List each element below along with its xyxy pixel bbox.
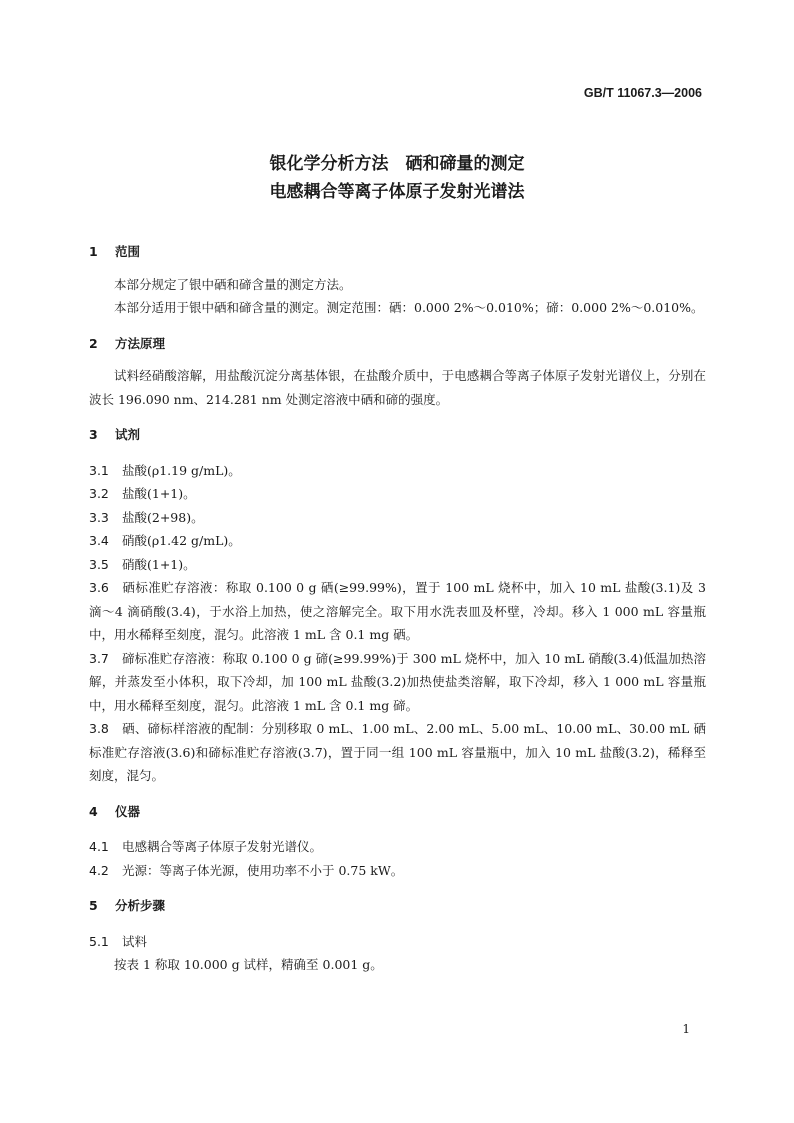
- item-text: 碲标准贮存溶液：称取 0.100 0 g 碲(≥99.99%)于 300 mL 烧杯中，加入 10 mL 硝酸(3.4)低温加热溶解，并蒸发至小体积，取下冷却，加 100 mL 盐酸(3.2)加热使盐类溶解，取下冷却，移入 1 000 mL 容量瓶中，用水稀释至刻度，混匀。此溶液 1 mL 含 0.1 mg 碲。: [89, 650, 706, 713]
- section-number: 4: [89, 803, 98, 819]
- page-number: 1: [682, 1022, 690, 1036]
- item-text: 硒标准贮存溶液：称取 0.100 0 g 硒(≥99.99%)，置于 100 mL 烧杯中，加入 10 mL 盐酸(3.1)及 3 滴～4 滴硝酸(3.4)，于水浴上加热，使之溶解完全。取下用水洗表皿及杯壁，冷却。移入 1 000 mL 容量瓶中，用水稀释至刻度，混匀。此溶液 1 mL 含 0.1 mg 硒。: [89, 580, 706, 642]
- section-heading: [89, 240, 706, 264]
- section-title: 方法原理: [115, 335, 166, 351]
- item-text: 硝酸(ρ1.42 g/mL)。: [122, 533, 241, 548]
- paragraph: 本部分适用于银中硒和碲含量的测定。测定范围：硒：0.000 2%～0.010%；碲：0.000 2%～0.010%。: [114, 300, 704, 315]
- list-item: [89, 647, 706, 718]
- item-number: 3.7: [89, 650, 109, 666]
- section-number: 2: [89, 335, 98, 351]
- item-number: 4.2: [89, 862, 109, 878]
- paragraph: 试料经硝酸溶解，用盐酸沉淀分离基体银，在盐酸介质中，于电感耦合等离子体原子发射光谱仪上，分别在波长 196.090 nm、214.281 nm 处测定溶液中硒和碲的强度。: [89, 368, 706, 407]
- item-number: 3.6: [89, 580, 109, 595]
- section-heading: [89, 332, 706, 356]
- list-item: [89, 835, 706, 859]
- item-text: 硒、碲标样溶液的配制：分别移取 0 mL、1.00 mL、2.00 mL、5.00 mL、10.00 mL、30.00 mL 硒标准贮存溶液(3.6)和碲标准贮存溶液(3.7)，置于同一组 100 mL 容量瓶中，加入 10 mL 盐酸(3.2)，稀释至刻度，混匀。: [89, 721, 706, 783]
- list-item: [89, 482, 706, 506]
- item-text: 盐酸(2+98)。: [122, 509, 204, 525]
- list-item: [89, 459, 706, 483]
- section-scope: [89, 240, 706, 320]
- section-apparatus: [89, 800, 706, 883]
- item-text: 电感耦合等离子体原子发射光谱仪。: [122, 839, 323, 854]
- section-principle: [89, 332, 706, 412]
- item-number: 3.5: [89, 556, 109, 572]
- subsection-number: 5.1: [89, 933, 109, 949]
- section-procedure: [89, 894, 706, 977]
- item-number: 3.3: [89, 509, 109, 525]
- section-heading: [89, 423, 706, 447]
- title-line-2: 电感耦合等离子体原子发射光谱法: [269, 182, 525, 202]
- standard-number: GB/T 11067.3—2006: [583, 86, 702, 100]
- section-number: 5: [89, 898, 98, 913]
- section-number: 3: [89, 427, 98, 442]
- section-title: 范围: [115, 244, 141, 259]
- section-title: 试剂: [115, 427, 141, 442]
- paragraph: 按表 1 称取 10.000 g 试样，精确至 0.001 g。: [114, 957, 383, 972]
- list-item: [89, 553, 706, 577]
- list-item: [89, 529, 706, 553]
- item-text: 光源：等离子体光源，使用功率不小于 0.75 kW。: [122, 862, 404, 878]
- document-title: [0, 150, 794, 206]
- section-title: 分析步骤: [115, 898, 166, 913]
- item-number: 3.2: [89, 486, 109, 501]
- document-body: [89, 240, 706, 989]
- item-number: 3.8: [89, 721, 109, 736]
- section-number: 1: [89, 244, 98, 259]
- list-item: [89, 717, 706, 788]
- item-text: 硝酸(1+1)。: [122, 556, 196, 572]
- section-reagents: [89, 423, 706, 788]
- list-item: [89, 859, 706, 883]
- item-number: 4.1: [89, 839, 109, 854]
- title-line-1: 银化学分析方法 硒和碲量的测定: [269, 154, 525, 174]
- section-heading: [89, 894, 706, 918]
- list-item: [89, 576, 706, 647]
- section-heading: [89, 800, 706, 824]
- subsection-title: 试料: [122, 933, 148, 949]
- paragraph: 本部分规定了银中硒和碲含量的测定方法。: [114, 276, 352, 292]
- subsection-heading: [89, 930, 706, 954]
- item-number: 3.4: [89, 533, 109, 548]
- item-text: 盐酸(ρ1.19 g/mL)。: [122, 462, 241, 478]
- item-number: 3.1: [89, 462, 109, 478]
- section-title: 仪器: [115, 803, 141, 819]
- list-item: [89, 506, 706, 530]
- item-text: 盐酸(1+1)。: [122, 486, 196, 501]
